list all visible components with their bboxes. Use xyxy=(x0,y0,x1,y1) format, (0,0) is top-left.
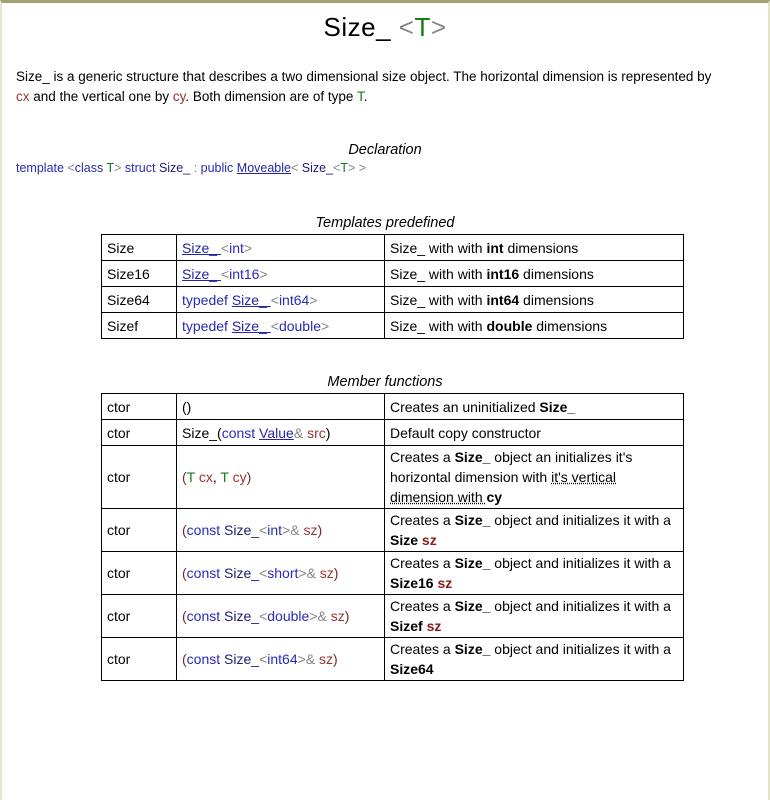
cell-signature xyxy=(177,261,385,287)
text-token: Size64 xyxy=(390,661,434,677)
text-token: src xyxy=(307,424,326,441)
cell-name: ctor xyxy=(102,638,177,681)
cell-name: ctor xyxy=(102,446,177,509)
text-token: Creates a xyxy=(390,555,455,571)
text-token: < xyxy=(398,12,415,42)
text-token: object an initializes it's horizontal dimension with xyxy=(390,449,633,485)
cell-name: ctor xyxy=(102,394,177,420)
templates-predefined-table xyxy=(101,234,684,339)
text-token: > xyxy=(243,239,253,256)
size-link[interactable]: Size_ xyxy=(231,291,271,308)
text-token: > xyxy=(259,265,268,282)
text-token: object and initializes it with a xyxy=(490,555,671,571)
text-token: Size_ xyxy=(454,512,491,528)
text-token: Size_ xyxy=(224,651,260,667)
text-token: ) xyxy=(344,608,350,624)
text-token: & xyxy=(317,608,331,624)
cell-signature xyxy=(177,509,385,552)
member-functions-heading: Member functions xyxy=(327,374,443,390)
text-token: short xyxy=(267,565,299,581)
text-token: const xyxy=(186,565,225,581)
text-token: Size_ is a generic structure that describes a two dimensional size object. The horizontal dimension is represented by xyxy=(16,69,712,84)
text-token: < xyxy=(290,161,302,175)
cell-description xyxy=(385,261,684,287)
text-token: < xyxy=(220,239,230,256)
declaration-heading: Declaration xyxy=(348,142,422,158)
text-token: dimensions xyxy=(532,317,608,334)
size-link[interactable]: Size_ xyxy=(231,317,271,334)
text-token: ( xyxy=(182,522,187,538)
cell-description xyxy=(385,552,684,595)
text-token: object and initializes it with a xyxy=(490,512,671,528)
table-row xyxy=(102,420,684,446)
text-token: ( xyxy=(182,651,187,667)
text-token: Creates a xyxy=(390,512,455,528)
text-token: Size_ xyxy=(454,449,491,465)
text-token: > xyxy=(297,651,306,667)
cell-description xyxy=(385,446,684,509)
cell-signature xyxy=(177,446,385,509)
cell-name: Sizef xyxy=(102,313,177,339)
cell-name: ctor xyxy=(102,420,177,446)
text-token: . Both dimension are of type xyxy=(185,89,357,104)
text-token: sz xyxy=(319,651,334,667)
cell-signature xyxy=(177,595,385,638)
text-token: ) xyxy=(333,651,338,667)
text-token: int64 xyxy=(267,651,298,667)
text-token: < xyxy=(220,265,230,282)
table-row xyxy=(102,235,684,261)
text-token: Creates a xyxy=(390,598,455,614)
table-row xyxy=(102,509,684,552)
text-token: object and initializes it with a xyxy=(490,598,671,614)
text-token: double xyxy=(278,317,321,334)
cell-description xyxy=(385,420,684,446)
text-token: typedef xyxy=(182,317,232,334)
text-token: Size_ with with xyxy=(390,317,487,334)
text-token: ) xyxy=(317,522,323,538)
text-token: sz xyxy=(319,565,334,581)
text-token: typedef xyxy=(182,291,232,308)
text-token: Size_ xyxy=(224,522,260,538)
text-token: Size_ with with xyxy=(390,239,487,256)
cell-description xyxy=(385,313,684,339)
text-token: T xyxy=(186,469,195,485)
table-row xyxy=(102,261,684,287)
text-token: int xyxy=(229,239,244,256)
text-token: const xyxy=(186,651,225,667)
text-token: int64 xyxy=(278,291,310,308)
cell-signature xyxy=(177,394,385,420)
table-row xyxy=(102,446,684,509)
member-functions-table xyxy=(101,393,684,681)
text-token: cy xyxy=(172,89,186,104)
text-token: class xyxy=(74,161,107,175)
text-token: dimensions xyxy=(503,239,579,256)
text-token: < xyxy=(270,317,279,334)
text-token: T xyxy=(220,469,229,485)
cell-signature xyxy=(177,638,385,681)
cell-description xyxy=(385,509,684,552)
cell-signature xyxy=(177,287,385,313)
text-token: Size_ xyxy=(301,161,334,175)
text-token: dimensions xyxy=(519,291,594,308)
text-token: & xyxy=(293,424,308,441)
text-token: Size_ xyxy=(539,398,576,415)
text-token: T xyxy=(340,161,348,175)
text-token: Size_ xyxy=(454,641,491,657)
cell-name: Size16 xyxy=(102,261,177,287)
templates-predefined-heading: Templates predefined xyxy=(315,215,455,231)
moveable-link[interactable]: Moveable xyxy=(236,161,291,175)
text-token: > xyxy=(309,291,318,308)
text-token: cx xyxy=(194,469,213,485)
table-row xyxy=(102,638,684,681)
text-token: sz xyxy=(303,522,318,538)
text-token: < xyxy=(67,161,75,175)
text-token: Size xyxy=(390,532,419,548)
text-token: < xyxy=(270,291,279,308)
text-token: Size_ with with xyxy=(390,265,487,282)
text-token: > xyxy=(298,565,307,581)
table-row xyxy=(102,287,684,313)
text-token: () xyxy=(182,398,192,415)
text-token: and the vertical one by xyxy=(29,89,173,104)
text-token: cy xyxy=(486,489,503,505)
text-token: int16 xyxy=(486,265,520,282)
text-token: ) xyxy=(325,424,331,441)
text-token: struct xyxy=(124,161,159,175)
text-token: : xyxy=(193,161,201,175)
size-link[interactable]: Size_ xyxy=(182,265,221,282)
page-title xyxy=(2,12,768,43)
text-token: > xyxy=(430,12,447,42)
text-token: Size_ xyxy=(323,12,399,42)
text-token: ( xyxy=(182,565,187,581)
cell-description xyxy=(385,235,684,261)
text-token: int16 xyxy=(229,265,260,282)
cell-signature xyxy=(177,313,385,339)
text-token: double xyxy=(486,317,533,334)
text-token: T xyxy=(106,161,115,175)
text-token: & xyxy=(290,522,304,538)
cell-signature xyxy=(177,235,385,261)
text-token: & xyxy=(306,565,320,581)
size-link[interactable]: Size_ xyxy=(182,239,221,256)
text-token: ) xyxy=(333,565,339,581)
text-token: Size_ xyxy=(224,565,260,581)
text-token: int xyxy=(486,239,504,256)
text-token: > xyxy=(309,608,318,624)
text-token: . xyxy=(363,89,368,104)
text-token: < xyxy=(259,522,268,538)
text-token: Size_ xyxy=(224,608,260,624)
text-token: cy xyxy=(228,469,247,485)
text-token: it's vertical dimension with xyxy=(390,469,617,505)
text-token: object and initializes it with a xyxy=(490,641,671,657)
declaration-code xyxy=(16,161,366,175)
cell-signature xyxy=(177,552,385,595)
text-token: cx xyxy=(16,89,30,104)
text-token: < xyxy=(259,565,268,581)
text-token: public xyxy=(200,161,237,175)
text-token: < xyxy=(259,608,268,624)
table-row xyxy=(102,313,684,339)
cell-name: ctor xyxy=(102,552,177,595)
text-token: Creates a xyxy=(390,641,455,657)
text-token: T xyxy=(356,89,364,104)
text-token: ) xyxy=(246,469,252,485)
text-token: int64 xyxy=(486,291,520,308)
text-token: > xyxy=(320,317,330,334)
text-token: , xyxy=(212,469,221,485)
text-token: Size_( xyxy=(182,424,222,441)
text-token: Creates an uninitialized xyxy=(390,398,540,415)
text-token: Default copy constructor xyxy=(390,424,541,441)
cell-description xyxy=(385,394,684,420)
cell-name: ctor xyxy=(102,509,177,552)
text-token: template xyxy=(16,161,68,175)
text-token: dimensions xyxy=(519,265,594,282)
cell-description xyxy=(385,287,684,313)
text-token: sz xyxy=(330,608,345,624)
text-token: sz xyxy=(426,618,442,634)
text-token: > > xyxy=(348,161,367,175)
text-token: int xyxy=(267,522,283,538)
text-token: Size_ xyxy=(454,598,491,614)
text-token: Size_ xyxy=(454,555,491,571)
cell-name: ctor xyxy=(102,595,177,638)
table-row xyxy=(102,552,684,595)
text-token: ( xyxy=(182,608,187,624)
text-token: const xyxy=(221,424,260,441)
text-token: T xyxy=(414,12,431,42)
text-token: > xyxy=(114,161,125,175)
text-token: Creates a xyxy=(390,449,455,465)
text-token: ( xyxy=(182,469,187,485)
text-token: const xyxy=(186,608,225,624)
text-token: sz xyxy=(437,575,453,591)
text-token: const xyxy=(186,522,225,538)
text-token: & xyxy=(305,651,320,667)
text-token: sz xyxy=(421,532,437,548)
text-token: < xyxy=(333,161,341,175)
cell-description xyxy=(385,595,684,638)
table-row xyxy=(102,394,684,420)
cell-signature xyxy=(177,420,385,446)
text-token: Size_ xyxy=(158,161,194,175)
text-token: Sizef xyxy=(390,618,423,634)
cell-name: Size xyxy=(102,235,177,261)
text-token: double xyxy=(267,608,310,624)
cell-name: Size64 xyxy=(102,287,177,313)
text-token: Size_ with with xyxy=(390,291,487,308)
table-row xyxy=(102,595,684,638)
text-token: < xyxy=(259,651,268,667)
text-token: Size16 xyxy=(390,575,434,591)
cell-description xyxy=(385,638,684,681)
text-token: > xyxy=(282,522,291,538)
value-link[interactable]: Value xyxy=(259,424,294,441)
intro-paragraph xyxy=(16,67,722,107)
